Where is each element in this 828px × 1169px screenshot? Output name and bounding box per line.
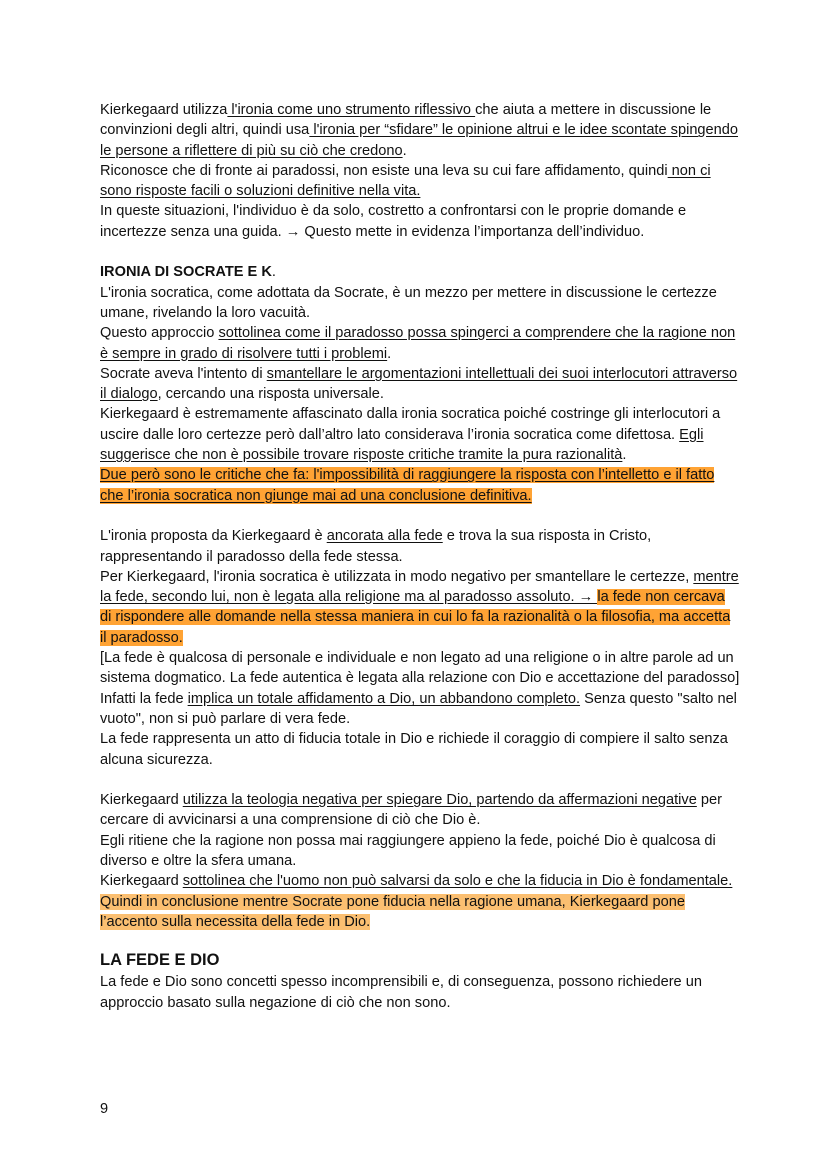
- text: L'ironia proposta da Kierkegaard è: [100, 528, 327, 545]
- text: Kierkegaard: [100, 873, 183, 890]
- text: Riconosce che di fronte ai paradossi, non esiste una leva su cui fare affidamento, quindi: [100, 162, 668, 179]
- spacer: [100, 770, 740, 790]
- text: che aiuta a mettere in discussione le convinzioni degli altri, quindi usa: [100, 102, 712, 139]
- paragraph-approach: [100, 323, 740, 364]
- section-heading-faith-god: LA FEDE E DIO: [100, 951, 220, 970]
- text: e trova la sua risposta in Cristo, rappresentando il paradosso della fede stessa.: [100, 528, 652, 565]
- underlined-text: smantellare le argomentazioni intellettuali dei suoi interlocutori attraverso il dialogo: [100, 365, 738, 403]
- paragraph-kierkegaard-fascinated: [100, 404, 740, 465]
- text: Socrate aveva l'intento di: [100, 365, 267, 382]
- page-content: [100, 100, 740, 1013]
- paragraph-irony-tool: [100, 100, 740, 161]
- highlighted-text: Quindi in conclusione mentre Socrate pone fiducia nella ragione umana, Kierkegaard pone l’accento sulla necessita della fede in Dio.: [100, 893, 685, 930]
- underlined-text: utilizza la teologia negativa per spiegare Dio, partendo da affermazioni negative: [182, 792, 697, 809]
- paragraph-kierkegaard-irony: [100, 526, 740, 567]
- spacer: [100, 242, 740, 262]
- spacer: [100, 506, 740, 526]
- text: .: [387, 345, 392, 362]
- paragraph-socrates-intent: [100, 364, 740, 405]
- paragraph-reason-limits: Egli ritiene che la ragione non possa mai raggiungere appieno la fede, poiché Dio è qualcosa di diverso e oltre la sfera umana.: [100, 832, 716, 869]
- text: per cercare di avvicinarsi a una comprensione di ciò che Dio è.: [100, 792, 722, 829]
- underlined-text: l'ironia per “sfidare” le opinione altrui e le idee scontate spingendo le persone a riflettere di più su ciò che credono: [100, 122, 739, 159]
- text: Per Kierkegaard, l'ironia socratica è utilizzata in modo negativo per smantellare le certezze,: [100, 568, 694, 585]
- underlined-text: Egli suggerisce che non è possibile trovare risposte critiche tramite la pura razionalità: [100, 426, 704, 464]
- text: Kierkegaard: [100, 792, 183, 809]
- text: , cercando una risposta universale.: [157, 386, 384, 403]
- underlined-text: implica un totale affidamento a Dio, un abbandono completo.: [187, 690, 581, 707]
- paragraph-personal-faith: [La fede è qualcosa di personale e individuale e non legato ad una religione o in altre parole ad un sistema dogmatico. La fede autentica è legata alla relazione con Dio e accettazione del paradosso]: [100, 650, 740, 687]
- text: Kierkegaard utilizza: [100, 102, 228, 118]
- text: Senza questo "salto nel vuoto", non si può parlare di vera fede.: [100, 690, 737, 727]
- underlined-text: ancorata alla fede: [326, 528, 443, 545]
- highlighted-text: Due però sono le critiche che fa: l'impossibilità di raggiungere la risposta con l’intelletto e il fatto che l’ironia socratica non giunge mai ad una conclusione definitiva.: [100, 467, 715, 504]
- heading-period: .: [271, 264, 276, 281]
- paragraph-two-critiques: [100, 465, 740, 506]
- text: .: [402, 142, 407, 159]
- text: .: [622, 447, 627, 464]
- underlined-text: sottolinea che l'uomo non può salvarsi da solo e che la fiducia in Dio è fondamentale.: [182, 873, 733, 890]
- paragraph-faith-god: La fede e Dio sono concetti spesso incomprensibili e, di conseguenza, possono richiedere un approccio basato sulla negazione di ciò che non sono.: [100, 974, 702, 1011]
- text: Questo approccio: [100, 325, 219, 342]
- paragraph-conclusion: [100, 892, 740, 933]
- underlined-text: sottolinea come il paradosso possa spingerci a comprendere che la ragione non è sempre in grado di risolvere tutti i problemi: [100, 325, 736, 362]
- paragraph-paradoxes: [100, 161, 740, 202]
- paragraph-faith-paradox: [100, 567, 740, 648]
- section-heading-socrates: [100, 262, 740, 282]
- paragraph-socratic-irony: L'ironia socratica, come adottata da Socrate, è un mezzo per mettere in discussione le certezze umane, rivelando la loro vacuità.: [100, 284, 717, 321]
- page-number: 9: [100, 1101, 109, 1117]
- paragraph-individual: In queste situazioni, l'individuo è da solo, costretto a confrontarsi con le proprie domande e incertezze senza una guida. → Questo mette in evidenza l’importanza dell’individuo.: [100, 203, 687, 240]
- paragraph-salvation: [100, 871, 740, 891]
- heading-text: IRONIA DI SOCRATE E K: [100, 264, 272, 281]
- highlighted-text: la fede non cercava di rispondere alle domande nella stessa maniera in cui lo fa la razionalità o la filosofia, ma accetta il paradosso.: [100, 589, 731, 646]
- underlined-text: non ci sono risposte facili o soluzioni definitive nella vita.: [100, 162, 711, 200]
- underlined-text: l'ironia come uno strumento riflessivo: [227, 102, 476, 118]
- underlined-text: mentre la fede, secondo lui, non è legata alla religione ma al paradosso assoluto. →: [100, 568, 739, 606]
- text: Infatti la fede: [100, 690, 188, 707]
- spacer: [100, 932, 740, 942]
- paragraph-negative-theology: [100, 790, 740, 831]
- paragraph-trust: La fede rappresenta un atto di fiducia totale in Dio e richiede il coraggio di compiere il salto senza alcuna sicurezza.: [100, 731, 728, 768]
- text: Kierkegaard è estremamente affascinato dalla ironia socratica poiché costringe gli interlocutori a uscire dalle loro certezze però dall’altro lato considerava l’ironia socratica come difettosa.: [100, 406, 721, 443]
- paragraph-leap: [100, 689, 740, 730]
